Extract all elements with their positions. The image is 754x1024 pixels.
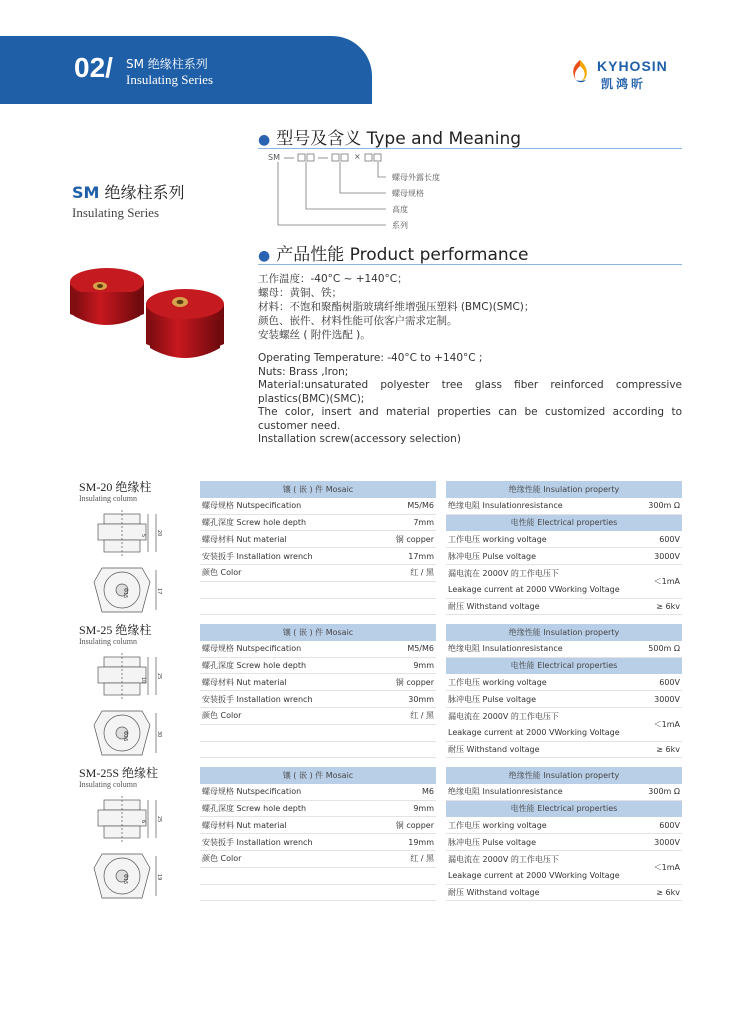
row-label: 螺母规格 Nutspecification — [202, 501, 302, 511]
row-value: M6 — [422, 787, 434, 797]
table-row — [446, 641, 682, 658]
row-label: 绝缘电阻 Insulationresistance — [448, 787, 563, 797]
row-label: 耐压 Withstand voltage — [448, 744, 540, 754]
table-row-empty — [200, 868, 436, 885]
row-value: 19mm — [408, 837, 434, 847]
table-row — [200, 658, 436, 675]
technical-drawing — [84, 508, 180, 620]
type-section-title: ● 型号及含义 Type and Meaning — [258, 129, 522, 149]
row-value: ＜1mA — [653, 862, 680, 872]
dimension-label: Φ26 — [122, 731, 128, 742]
row-value: 300m Ω — [648, 787, 680, 797]
row-value: ≥ 6kv — [656, 601, 680, 611]
insulator-right — [146, 289, 224, 358]
dimension-label: 10 — [140, 677, 146, 684]
row-value: 9mm — [413, 660, 434, 670]
row-label: 螺母材料 Nut material — [202, 820, 287, 830]
divider — [258, 264, 682, 265]
perf-cn-text: 工作温度：-40°C ~ +140°C； 螺母：黄铜、铁； 材料：不饱和聚酯树脂玻璃纤维增强压塑料 (BMC)(SMC)； 颜色、嵌件、材料性能可依客户需求定制。 安装螺丝 ( 附件选配 )。 — [258, 273, 535, 341]
mosaic-header: 镶 ( 嵌 ) 件 Mosaic — [200, 767, 436, 784]
table-row — [446, 817, 682, 834]
row-value: 30mm — [408, 694, 434, 704]
logo-text-cn: 凯鸿昕 — [601, 77, 647, 91]
product-name: SM-25S 绝缘柱 — [79, 766, 159, 780]
row-label: 漏电流在 2000V 的工作电压下 — [448, 712, 559, 722]
row-value: 500m Ω — [648, 644, 680, 654]
row-label: 螺母材料 Nut material — [202, 534, 287, 544]
product-subtitle: Insulating column — [79, 780, 137, 789]
row-label: 螺孔深度 Screw hole depth — [202, 517, 307, 527]
label-nut-spec: 螺母规格 — [392, 189, 424, 198]
table-row — [200, 641, 436, 658]
label-height: 高度 — [392, 205, 408, 214]
row-value: ＜1mA — [653, 719, 680, 729]
row-value: 17mm — [408, 551, 434, 561]
row-label: 螺母规格 Nutspecification — [202, 787, 302, 797]
table-row — [446, 691, 682, 708]
table-row — [446, 599, 682, 616]
divider — [258, 148, 682, 149]
table-row-leakage — [446, 851, 682, 885]
product-subtitle: Insulating column — [79, 637, 137, 646]
row-value: 3000V — [654, 551, 680, 561]
dimension-label: 25 — [156, 673, 162, 680]
code-times: × — [354, 152, 361, 161]
table-row — [446, 498, 682, 515]
row-value: 3000V — [654, 837, 680, 847]
row-value: 9mm — [413, 803, 434, 813]
row-value: 3000V — [654, 694, 680, 704]
row-label: 颜色 Color — [202, 568, 242, 578]
row-label: 脉冲电压 Pulse voltage — [448, 694, 537, 704]
row-label: 绝缘电阻 Insulationresistance — [448, 644, 563, 654]
row-value: 600V — [659, 534, 680, 544]
mosaic-table — [200, 481, 436, 615]
table-row — [200, 834, 436, 851]
technical-drawing — [84, 651, 180, 763]
insulation-table — [446, 624, 682, 758]
table-row — [200, 548, 436, 565]
logo-text-en: KYHOSIN — [597, 58, 668, 74]
row-label: 漏电流在 2000V 的工作电压下 — [448, 569, 559, 579]
series-title: SM 绝缘柱系列 — [72, 183, 185, 202]
row-label: 耐压 Withstand voltage — [448, 887, 540, 897]
table-row — [446, 531, 682, 548]
row-label: 颜色 Color — [202, 854, 242, 864]
mosaic-table — [200, 624, 436, 758]
table-row — [200, 784, 436, 801]
dimension-label: 30 — [156, 731, 162, 738]
table-row — [200, 817, 436, 834]
electrical-header: 电性能 Electrical properties — [446, 801, 682, 818]
row-label: 绝缘电阻 Insulationresistance — [448, 501, 563, 511]
table-row — [200, 801, 436, 818]
label-nut-length: 螺母外露长度 — [392, 173, 440, 182]
row-label: 螺母规格 Nutspecification — [202, 644, 302, 654]
row-label: 安装扳手 Installation wrench — [202, 837, 313, 847]
dimension-label: Φ15 — [122, 874, 128, 885]
table-row-leakage — [446, 565, 682, 599]
row-label: 颜色 Color — [202, 711, 242, 721]
label-series: 系列 — [392, 221, 408, 230]
row-label: 脉冲电压 Pulse voltage — [448, 551, 537, 561]
perf-en-text: Operating Temperature: -40°C to +140°C ; Nuts: Brass ,Iron; Material:unsaturated polyester tree glass fiber reinforced compressive plastics(BMC)(SMC); The color, insert and material properties can be customized according to customer need. Installation screw(accessory selection) — [258, 352, 682, 445]
insulation-header: 绝缘性能 Insulation property — [446, 767, 682, 784]
product-photo — [60, 256, 230, 376]
table-row — [200, 531, 436, 548]
dimension-label: 20 — [156, 530, 162, 537]
row-label: 脉冲电压 Pulse voltage — [448, 837, 537, 847]
table-row — [446, 885, 682, 902]
table-row — [200, 851, 436, 868]
row-value: 红 / 黑 — [410, 568, 434, 578]
insulation-table — [446, 481, 682, 615]
row-label: 工作电压 working voltage — [448, 534, 547, 544]
table-row — [200, 708, 436, 725]
perf-section-title: ● 产品性能 Product performance — [258, 245, 529, 265]
table-row — [200, 515, 436, 532]
row-label: Leakage current at 2000 VWorking Voltage — [448, 871, 620, 881]
insulation-header: 绝缘性能 Insulation property — [446, 624, 682, 641]
table-row-leakage — [446, 708, 682, 742]
table-row-empty — [200, 582, 436, 599]
mosaic-header: 镶 ( 嵌 ) 件 Mosaic — [200, 481, 436, 498]
row-value: 600V — [659, 820, 680, 830]
dimension-label: 6 — [140, 820, 146, 824]
table-row — [446, 834, 682, 851]
row-label: 漏电流在 2000V 的工作电压下 — [448, 855, 559, 865]
table-row — [200, 565, 436, 582]
row-label: Leakage current at 2000 VWorking Voltage — [448, 585, 620, 595]
dimension-label: 17 — [156, 588, 162, 595]
logo-flame-icon — [567, 58, 593, 84]
table-row-empty — [200, 725, 436, 742]
row-value: 300m Ω — [648, 501, 680, 511]
row-label: 工作电压 working voltage — [448, 677, 547, 687]
header-title-cn: SM 绝缘柱系列 — [126, 57, 208, 71]
dimension-label: Φ15 — [122, 588, 128, 599]
insulator-left — [70, 268, 144, 328]
row-label: 螺孔深度 Screw hole depth — [202, 803, 307, 813]
row-value: ≥ 6kv — [656, 744, 680, 754]
table-row — [446, 548, 682, 565]
row-label: 螺孔深度 Screw hole depth — [202, 660, 307, 670]
row-value: 铜 copper — [395, 534, 434, 544]
dimension-label: 25 — [156, 816, 162, 823]
mosaic-header: 镶 ( 嵌 ) 件 Mosaic — [200, 624, 436, 641]
table-row-empty — [200, 742, 436, 759]
table-row — [200, 498, 436, 515]
technical-drawing — [84, 794, 180, 906]
series-subtitle: Insulating Series — [72, 205, 160, 220]
table-row — [446, 674, 682, 691]
dimension-label: 19 — [156, 874, 162, 881]
table-row — [200, 691, 436, 708]
row-value: 600V — [659, 677, 680, 687]
row-value: ≥ 6kv — [656, 887, 680, 897]
brand-logo — [567, 56, 687, 92]
table-row-empty — [200, 885, 436, 902]
row-value: ＜1mA — [653, 576, 680, 586]
insulation-header: 绝缘性能 Insulation property — [446, 481, 682, 498]
product-name: SM-20 绝缘柱 — [79, 480, 152, 494]
electrical-header: 电性能 Electrical properties — [446, 658, 682, 675]
table-row-empty — [200, 599, 436, 616]
row-value: M5/M6 — [407, 501, 434, 511]
table-row — [200, 674, 436, 691]
code-prefix: SM — [268, 153, 280, 162]
row-label: 螺母材料 Nut material — [202, 677, 287, 687]
row-value: M5/M6 — [407, 644, 434, 654]
row-value: 铜 copper — [395, 677, 434, 687]
type-code-diagram — [268, 153, 528, 233]
table-row — [446, 742, 682, 759]
row-value: 红 / 黑 — [410, 711, 434, 721]
row-label: 安装扳手 Installation wrench — [202, 551, 313, 561]
row-label: 安装扳手 Installation wrench — [202, 694, 313, 704]
row-value: 红 / 黑 — [410, 854, 434, 864]
row-value: 铜 copper — [395, 820, 434, 830]
product-name: SM-25 绝缘柱 — [79, 623, 152, 637]
row-label: Leakage current at 2000 VWorking Voltage — [448, 728, 620, 738]
row-label: 工作电压 working voltage — [448, 820, 547, 830]
section-number: 02/ — [74, 52, 113, 83]
product-subtitle: Insulating column — [79, 494, 137, 503]
mosaic-table — [200, 767, 436, 901]
electrical-header: 电性能 Electrical properties — [446, 515, 682, 532]
row-value: 7mm — [413, 517, 434, 527]
insulation-table — [446, 767, 682, 901]
header-title-en: Insulating Series — [126, 72, 214, 87]
row-label: 耐压 Withstand voltage — [448, 601, 540, 611]
table-row — [446, 784, 682, 801]
dimension-label: 5 — [140, 534, 146, 538]
